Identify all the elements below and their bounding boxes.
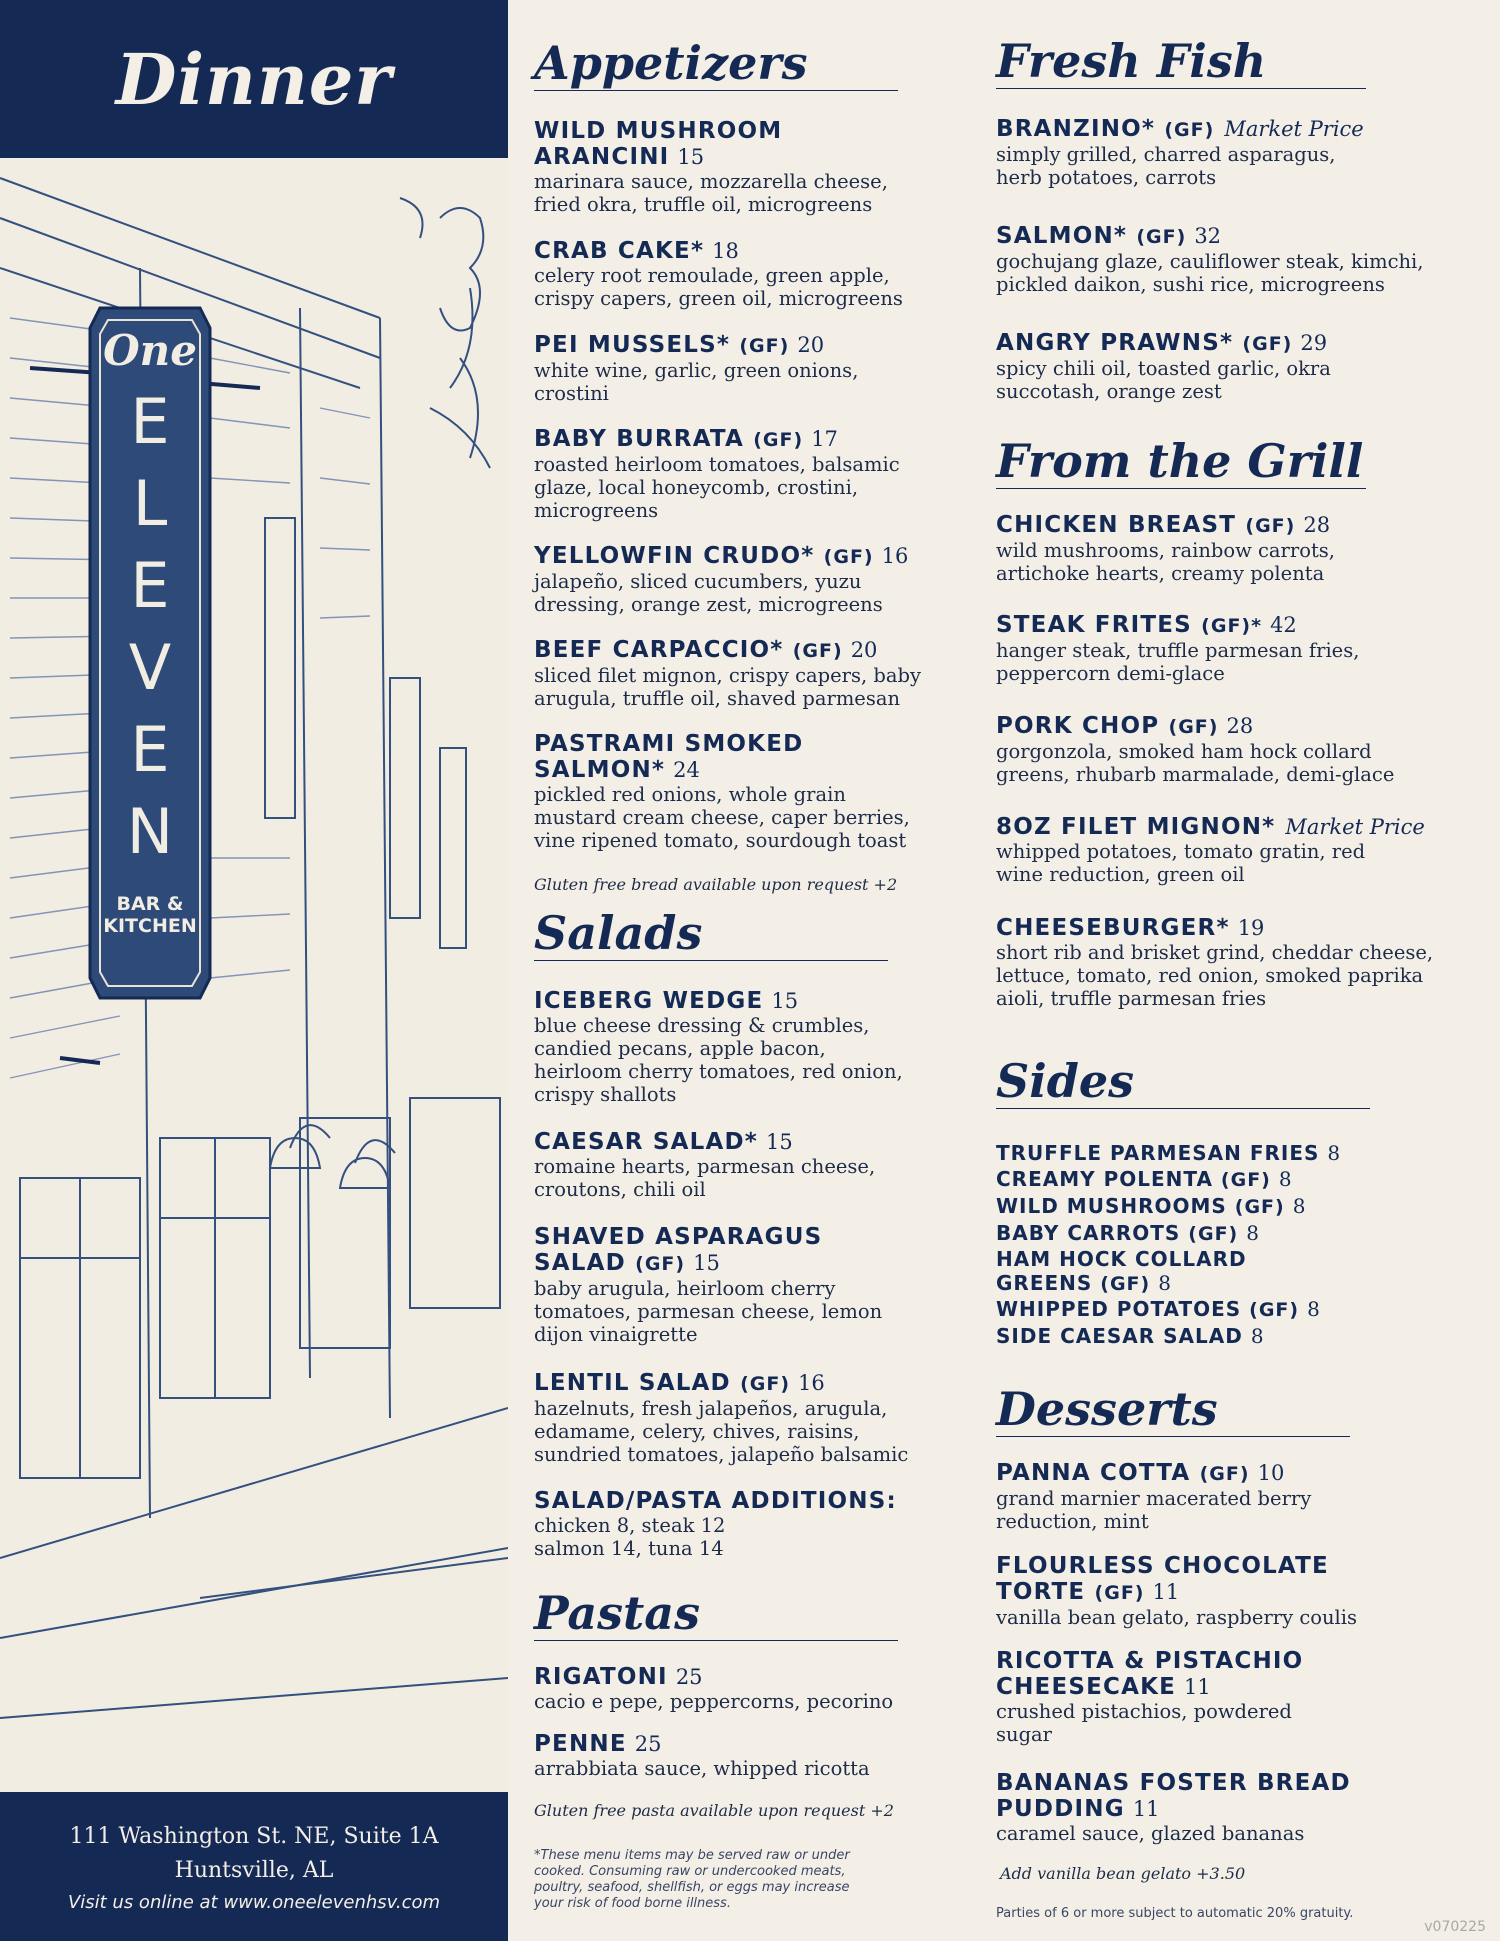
item-desc: aioli, truffle parmesan fries (996, 987, 1267, 1010)
item-name: CRAB CAKE* (534, 238, 705, 264)
item-name: ICEBERG WEDGE (534, 988, 764, 1014)
item-name: PASTRAMI SMOKED (534, 731, 804, 757)
item-desc: wild mushrooms, rainbow carrots, (996, 539, 1335, 562)
item-price: 19 (1237, 916, 1265, 940)
sign-letter: L (132, 467, 168, 540)
item-name: CHEESECAKE (996, 1674, 1177, 1700)
item-name: ARANCINI (534, 144, 670, 170)
menu-item (996, 612, 1466, 685)
item-desc: roasted heirloom tomatoes, balsamic (534, 453, 900, 476)
item-name: YELLOWFIN CRUDO* (534, 543, 815, 569)
item-name: SHAVED ASPARAGUS (534, 1224, 823, 1250)
side-item: BABY CARROTS (GF) 8 (996, 1221, 1259, 1245)
left-panel (0, 0, 508, 1941)
item-desc: vine ripened tomato, sourdough toast (534, 829, 907, 852)
title-band (0, 0, 508, 158)
item-name: TORTE (996, 1579, 1086, 1605)
item-price: 20 (850, 638, 878, 662)
item-desc: vanilla bean gelato, raspberry coulis (996, 1606, 1358, 1629)
item-desc: spicy chili oil, toasted garlic, okra (996, 357, 1331, 380)
menu-item (534, 1129, 934, 1201)
address-line-2: Huntsville, AL (174, 1858, 334, 1883)
menu-item (534, 543, 934, 616)
section-heading-fresh-fish: Fresh Fish (996, 38, 1366, 89)
pasta-note: Gluten free pasta available upon request +2 (534, 1801, 894, 1820)
item-desc: white wine, garlic, green onions, (534, 359, 859, 382)
side-item: CREAMY POLENTA (GF) 8 (996, 1167, 1292, 1191)
section-heading-appetizers: Appetizers (534, 40, 898, 91)
item-desc: lettuce, tomato, red onion, smoked paprika (996, 964, 1424, 987)
gf-badge: (GF) (792, 640, 843, 662)
item-desc: candied pecans, apple bacon, (534, 1037, 826, 1060)
item-price: 11 (1152, 1580, 1180, 1604)
item-name: BRANZINO* (996, 116, 1156, 142)
item-desc: romaine hearts, parmesan cheese, (534, 1155, 876, 1178)
website-link[interactable]: Visit us online at www.oneelevenhsv.com (67, 1892, 441, 1913)
item-price: 24 (673, 758, 700, 782)
item-name: SALMON* (996, 223, 1128, 249)
gf-badge: (GF) (1094, 1582, 1145, 1604)
menu-item (996, 713, 1466, 786)
menu-item (996, 1648, 1466, 1746)
sign-script: One (103, 326, 197, 375)
menu-item (996, 915, 1466, 1010)
item-desc: croutons, chili oil (534, 1178, 706, 1201)
menu-item (534, 1370, 934, 1466)
item-desc: sliced filet mignon, crispy capers, baby (534, 664, 921, 687)
item-desc: hanger steak, truffle parmesan fries, (996, 639, 1360, 662)
gf-badge: (GF) (753, 429, 804, 451)
item-name: SALAD/PASTA ADDITIONS: (534, 1488, 897, 1514)
gf-badge: (GF)* (1201, 615, 1263, 637)
item-price: 18 (712, 239, 739, 263)
item-name: SALMON* (534, 757, 666, 783)
side-item: HAM HOCK COLLARD GREENS (GF) 8 (996, 1247, 1247, 1295)
item-desc: glaze, local honeycomb, crostini, (534, 476, 859, 499)
menu-item (534, 1224, 934, 1346)
menu-item (534, 426, 934, 522)
item-price: 20 (797, 333, 825, 357)
item-desc: salmon 14, tuna 14 (534, 1537, 724, 1560)
item-price: 15 (677, 145, 705, 169)
sign-letter: E (130, 385, 170, 458)
item-desc: tomatoes, parmesan cheese, lemon (534, 1300, 883, 1323)
item-desc: peppercorn demi-glace (996, 662, 1225, 685)
item-name: PENNE (534, 1731, 627, 1757)
item-desc: whipped potatoes, tomato gratin, red (996, 840, 1366, 863)
item-price: 28 (1303, 513, 1331, 537)
section-heading-from-the-grill: From the Grill (996, 438, 1366, 489)
menu-item (996, 223, 1466, 296)
section-heading-pastas: Pastas (534, 1590, 898, 1641)
item-desc: herb potatoes, carrots (996, 166, 1217, 189)
building-sketch-illustration (0, 158, 508, 1792)
item-desc: artichoke hearts, creamy polenta (996, 562, 1325, 585)
item-desc: caramel sauce, glazed bananas (996, 1822, 1305, 1845)
item-desc: sugar (996, 1723, 1052, 1746)
menu-item (996, 116, 1466, 189)
menu-item (996, 1553, 1466, 1629)
sign-text (90, 318, 210, 937)
item-price: 28 (1226, 714, 1254, 738)
item-price: 10 (1257, 1461, 1285, 1485)
menu-item (996, 512, 1466, 585)
item-desc: celery root remoulade, green apple, (534, 264, 890, 287)
item-desc: sundried tomatoes, jalapeño balsamic (534, 1443, 909, 1466)
side-item: SIDE CAESAR SALAD 8 (996, 1324, 1264, 1348)
item-desc: pickled red onions, whole grain (534, 783, 846, 806)
item-desc: arrabbiata sauce, whipped ricotta (534, 1757, 870, 1780)
item-desc: arugula, truffle oil, shaved parmesan (534, 687, 901, 710)
gf-badge: (GF) (739, 335, 790, 357)
gf-badge: (GF) (1164, 119, 1215, 141)
item-price: Market Price (1285, 815, 1425, 839)
menu-item (534, 637, 934, 710)
item-desc: succotash, orange zest (996, 380, 1222, 403)
item-desc: reduction, mint (996, 1510, 1149, 1533)
item-desc: short rib and brisket grind, cheddar cheese, (996, 941, 1434, 964)
item-name: SALAD (534, 1250, 626, 1276)
item-desc: greens, rhubarb marmalade, demi-glace (996, 763, 1395, 786)
item-name: BANANAS FOSTER BREAD (996, 1770, 1351, 1796)
item-price: 25 (675, 1665, 703, 1689)
menu-item (996, 1460, 1466, 1533)
item-name: ANGRY PRAWNS* (996, 330, 1234, 356)
sign-letter: E (130, 549, 170, 622)
gf-badge: (GF) (1168, 716, 1219, 738)
item-desc: crispy capers, green oil, microgreens (534, 287, 903, 310)
item-desc: cacio e pepe, peppercorns, pecorino (534, 1690, 894, 1713)
item-price: 11 (1184, 1675, 1211, 1699)
item-name: WILD MUSHROOM (534, 118, 783, 144)
section-heading-sides: Sides (996, 1058, 1370, 1109)
side-item: WHIPPED POTATOES (GF) 8 (996, 1297, 1320, 1321)
gf-badge: (GF) (1199, 1463, 1250, 1485)
item-desc: dijon vinaigrette (534, 1323, 698, 1346)
menu-item (534, 988, 934, 1106)
item-desc: hazelnuts, fresh jalapeños, arugula, (534, 1397, 888, 1420)
item-price: 32 (1194, 224, 1222, 248)
item-name: LENTIL SALAD (534, 1370, 731, 1396)
item-desc: simply grilled, charred asparagus, (996, 143, 1336, 166)
menu-item (996, 1770, 1466, 1845)
item-desc: dressing, orange zest, microgreens (534, 593, 883, 616)
item-name: 8OZ FILET MIGNON* (996, 814, 1276, 840)
section-heading-desserts: Desserts (996, 1386, 1350, 1437)
item-desc: fried okra, truffle oil, microgreens (534, 193, 873, 216)
item-price: 16 (798, 1371, 825, 1395)
menu-item (534, 332, 934, 405)
menu-item (996, 330, 1466, 403)
footer-band (0, 1792, 508, 1941)
item-desc: marinara sauce, mozzarella cheese, (534, 170, 888, 193)
item-desc: gorgonzola, smoked ham hock collard (996, 740, 1372, 763)
side-item: WILD MUSHROOMS (GF) 8 (996, 1194, 1306, 1218)
sign-sub: BAR & (116, 893, 184, 915)
gf-badge: (GF) (1242, 333, 1293, 355)
item-price: 25 (634, 1732, 662, 1756)
side-item: TRUFFLE PARMESAN FRIES 8 (996, 1141, 1341, 1165)
item-desc: gochujang glaze, cauliflower steak, kimchi, (996, 250, 1424, 273)
item-name: PANNA COTTA (996, 1460, 1191, 1486)
menu-item (534, 731, 934, 852)
item-price: 42 (1270, 613, 1297, 637)
item-name: PUDDING (996, 1796, 1125, 1822)
gelato-note: Add vanilla bean gelato +3.50 (1000, 1864, 1246, 1883)
item-name: CHEESEBURGER* (996, 915, 1230, 941)
item-desc: blue cheese dressing & crumbles, (534, 1014, 870, 1037)
item-desc: crostini (534, 382, 609, 405)
menu-item (534, 1664, 934, 1713)
item-desc: mustard cream cheese, caper berries, (534, 806, 910, 829)
menu-item (534, 118, 934, 216)
menu-title: Dinner (115, 37, 393, 121)
item-desc: crushed pistachios, powdered (996, 1700, 1292, 1723)
version-code: v070225 (1424, 1919, 1486, 1935)
item-name: BEEF CARPACCIO* (534, 637, 784, 663)
item-price: 15 (766, 1130, 793, 1154)
sign-letter: V (128, 631, 172, 704)
menu-item (996, 814, 1466, 886)
address-line-1: 111 Washington St. NE, Suite 1A (69, 1824, 439, 1849)
item-price: 17 (811, 427, 838, 451)
item-name: RIGATONI (534, 1664, 668, 1690)
item-price: 15 (771, 989, 799, 1013)
sign-letter: E (130, 713, 170, 786)
item-name: STEAK FRITES (996, 612, 1192, 638)
item-price: 11 (1132, 1797, 1160, 1821)
gf-badge: (GF) (635, 1253, 686, 1275)
item-desc: edamame, celery, chives, raisins, (534, 1420, 860, 1443)
section-heading-salads: Salads (534, 910, 888, 961)
item-desc: crispy shallots (534, 1083, 677, 1106)
menu-item (534, 1731, 934, 1780)
item-price: 29 (1300, 331, 1328, 355)
item-name: PEI MUSSELS* (534, 332, 731, 358)
item-name: BABY BURRATA (534, 426, 745, 452)
item-desc: chicken 8, steak 12 (534, 1514, 726, 1537)
item-name: CAESAR SALAD* (534, 1129, 759, 1155)
menu-item (534, 238, 934, 310)
gf-badge: (GF) (740, 1373, 791, 1395)
raw-food-disclaimer: *These menu items may be served raw or under cooked. Consuming raw or undercooked meats, poultry, seafood, shellfish, or eggs may increase your risk of food borne illness. (534, 1848, 850, 1911)
gratuity-note: Parties of 6 or more subject to automatic 20% gratuity. (996, 1906, 1354, 1921)
item-desc: microgreens (534, 499, 659, 522)
item-name: PORK CHOP (996, 713, 1160, 739)
sides-list (996, 1140, 1466, 1349)
item-desc: baby arugula, heirloom cherry (534, 1277, 836, 1300)
item-name: RICOTTA & PISTACHIO (996, 1648, 1304, 1674)
item-name: FLOURLESS CHOCOLATE (996, 1553, 1329, 1579)
item-desc: jalapeño, sliced cucumbers, yuzu (534, 570, 862, 593)
item-name: CHICKEN BREAST (996, 512, 1237, 538)
item-price: Market Price (1224, 117, 1364, 141)
menu-item (534, 1488, 934, 1560)
sign-sub: KITCHEN (103, 915, 197, 937)
gf-badge: (GF) (1136, 226, 1187, 248)
item-desc: grand marnier macerated berry (996, 1487, 1312, 1510)
item-desc: pickled daikon, sushi rice, microgreens (996, 273, 1385, 296)
item-desc: wine reduction, green oil (996, 863, 1245, 886)
item-price: 15 (693, 1251, 720, 1275)
bread-note: Gluten free bread available upon request +2 (534, 875, 898, 894)
item-price: 16 (881, 544, 909, 568)
item-desc: heirloom cherry tomatoes, red onion, (534, 1060, 903, 1083)
sign-letter: N (126, 795, 174, 868)
gf-badge: (GF) (823, 546, 874, 568)
gf-badge: (GF) (1245, 515, 1296, 537)
